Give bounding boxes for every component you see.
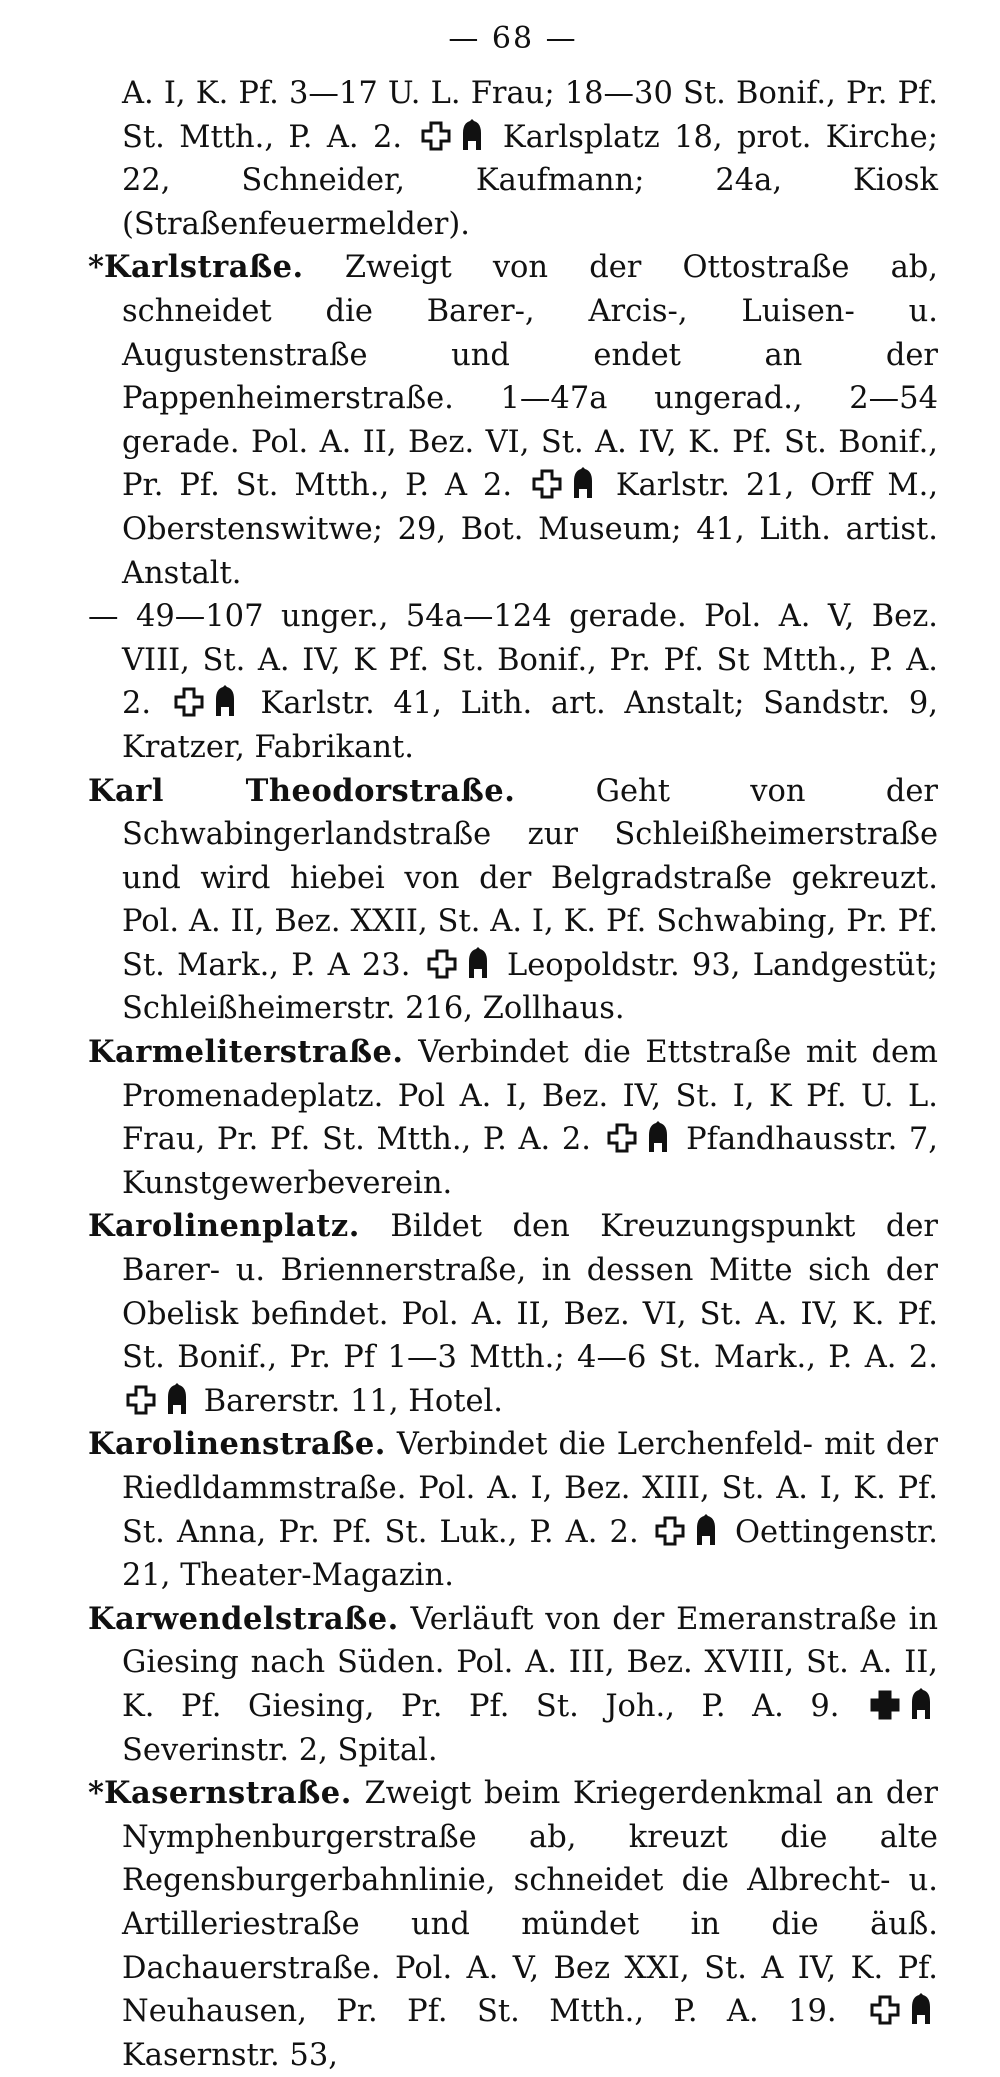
directory-entry (88, 1031, 938, 1205)
fire-alarm-icon (465, 947, 491, 979)
entry-text: Geht von der Schwabingerlandstraße zur Schleißheimerstraße und wird hiebei von der Belgradstraße gekreuzt. Pol. A. II, Bez. XXII, St. A. I, K. Pf. Schwabing, Pr. Pf. St. Mark., P. A 23. (122, 773, 938, 983)
entry-headword: Karwendelstraße. (88, 1600, 399, 1637)
entry-text: Zweigt von der Ottostraße ab, schneidet die Barer-, Arcis-, Luisen- u. Augustenstraße und endet an der Pappenheimerstraße. 1—47a ungerad., 2—54 gerade. Pol. A. II, Bez. VI, St. A. IV, K. Pf. St. Bonif., Pr. Pf. St. Mtth., P. A 2. (122, 250, 938, 504)
entry-headword: Karl Theodorstraße. (88, 772, 516, 809)
entry-landmarks: Oettingenstr. 21, Theater-Magazin. (122, 1514, 938, 1594)
fire-alarm-icon (693, 1514, 719, 1546)
fire-alarm-icon (908, 1688, 934, 1720)
entry-landmarks: Karlstr. 41, Lith. art. Anstalt; Sandstr. 9, Kratzer, Fabrikant. (122, 686, 939, 765)
entry-headword: Karlstraße. (103, 249, 304, 286)
entry-landmarks: Karlstr. 21, Orff M., Oberstenswitwe; 29, Bot. Museum; 41, Lith. artist. Anstalt. (122, 468, 939, 591)
directory-entry (88, 72, 938, 246)
entry-text: 49—107 unger., 54a—124 gerade. Pol. A. V, Bez. VIII, St. A. IV, K Pf. St. Bonif., Pr. Pf. St Mtth., P. A. 2. (122, 599, 938, 722)
directory-entry (88, 1772, 938, 2077)
entry-landmarks: Karlsplatz 18, prot. Kirche; 22, Schneider, Kaufmann; 24a, Kiosk (Straßenfeuermelder). (122, 119, 938, 242)
fire-alarm-icon (212, 685, 238, 717)
outline-cross-icon (174, 687, 204, 717)
book-page (88, 18, 939, 2073)
outline-cross-icon (607, 1123, 637, 1153)
outline-cross-icon (655, 1516, 685, 1546)
directory-entry (88, 595, 938, 769)
entry-headword: Karolinenplatz. (88, 1208, 360, 1245)
asterisk-marker: * (88, 1775, 104, 1812)
entry-headword: Karmeliterstraße. (88, 1034, 404, 1071)
solid-cross-icon (870, 1690, 900, 1720)
entry-text: Verbindet die Lerchenfeld- mit der Riedldammstraße. Pol. A. I, Bez. XIII, St. A. I, K. Pf. St. Anna, Pr. Pf. St. Luk., P. A. 2. (122, 1427, 938, 1550)
fire-alarm-icon (645, 1121, 671, 1153)
directory-entry (88, 246, 938, 595)
fire-alarm-icon (570, 467, 596, 499)
directory-entry (88, 1423, 938, 1597)
directory-entry (88, 1205, 938, 1423)
outline-cross-icon (126, 1385, 156, 1415)
entry-headword: Karolinenstraße. (88, 1426, 386, 1463)
outline-cross-icon (870, 1995, 900, 2025)
entry-text: Zweigt beim Kriegerdenkmal an der Nymphenburgerstraße ab, kreuzt die alte Regensburgerbahnlinie, schneidet die Albrecht- u. Artilleriestraße und mündet in die äuß. Dachauerstraße. Pol. A. V, Bez XXI, St. A IV, K. Pf. Neuhausen, Pr. Pf. St. Mtth., P. A. 19. (122, 1776, 938, 2030)
entry-text: Verbindet die Ettstraße mit dem Promenadeplatz. Pol A. I, Bez. IV, St. I, K Pf. U. L. Frau, Pr. Pf. St. Mtth., P. A. 2. (122, 1035, 938, 1158)
entry-list (88, 72, 938, 2077)
entry-text: A. I, K. Pf. 3—17 U. L. Frau; 18—30 St. Bonif., Pr. Pf. St. Mtth., P. A. 2. (122, 76, 938, 155)
outline-cross-icon (427, 949, 457, 979)
fire-alarm-icon (164, 1383, 190, 1415)
entry-headword: Kasernstraße. (103, 1775, 352, 1812)
entry-dash: — (88, 599, 136, 635)
entry-landmarks: Severinstr. 2, Spital. (122, 1732, 438, 1768)
directory-entry (88, 770, 938, 1032)
outline-cross-icon (421, 121, 451, 151)
fire-alarm-icon (908, 1993, 934, 2025)
entry-landmarks: Barerstr. 11, Hotel. (194, 1383, 503, 1419)
asterisk-marker: * (88, 249, 104, 286)
entry-text: Verläuft von der Emeranstraße in Giesing nach Süden. Pol. A. III, Bez. XVIII, St. A. II, K. Pf. Giesing, Pr. Pf. St. Joh., P. A. 9. (122, 1601, 938, 1724)
directory-entry (88, 1598, 938, 1772)
outline-cross-icon (532, 469, 562, 499)
entry-text: Bildet den Kreuzungspunkt der Barer- u. Briennerstraße, in dessen Mitte sich der Obelisk befindet. Pol. A. II, Bez. VI, St. A. IV, K. Pf. St. Bonif., Pr. Pf 1—3 Mtth.; 4—6 St. Mark., P. A. 2. (122, 1209, 938, 1376)
entry-landmarks: Pfandhausstr. 7, Kunstgewerbeverein. (122, 1122, 938, 1201)
entry-landmarks: Kasernstr. 53, (122, 2037, 338, 2073)
fire-alarm-icon (459, 119, 485, 151)
entry-landmarks: Leopoldstr. 93, Landgestüt; Schleißheimerstr. 216, Zollhaus. (122, 947, 938, 1027)
page-number: — 68 — (448, 21, 578, 56)
